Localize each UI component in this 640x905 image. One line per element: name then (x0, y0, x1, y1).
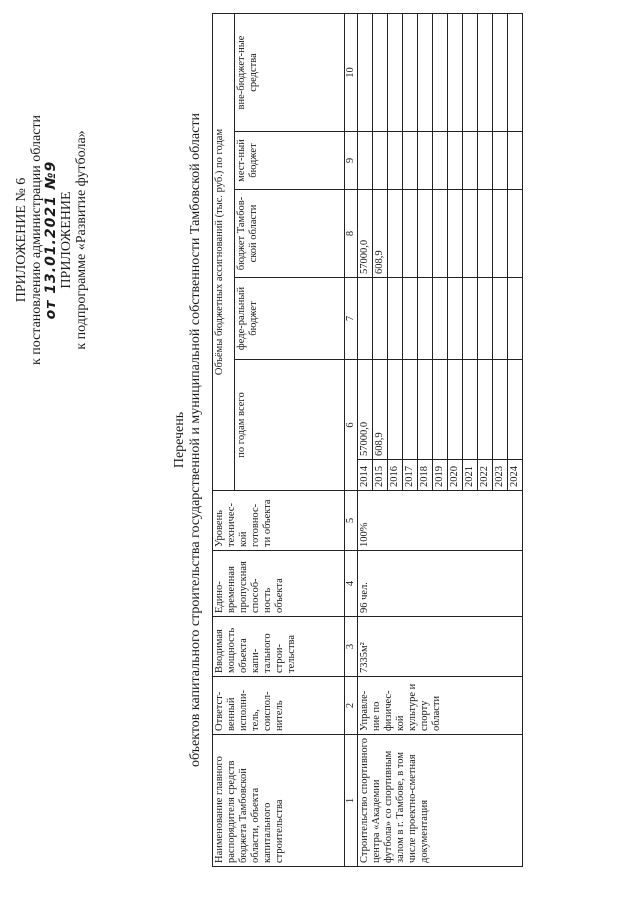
local-cell (433, 132, 448, 190)
extra-cell (433, 14, 448, 132)
year-cell: 2019 (433, 460, 448, 491)
col-number: 5 (345, 491, 358, 551)
federal-cell (403, 278, 418, 360)
year-cell: 2021 (463, 460, 478, 491)
local-cell (388, 132, 403, 190)
total-cell (388, 360, 403, 460)
total-cell (403, 360, 418, 460)
regional-cell (448, 190, 463, 278)
federal-cell (358, 278, 373, 360)
appendix-subprogram: к подпрограмме «Развитие футбола» (74, 130, 89, 350)
extra-cell (508, 14, 523, 132)
federal-cell (388, 278, 403, 360)
header-throughput: Едино-временная пропускная способ-ность объекта (213, 551, 345, 617)
header-total: по годам всего (235, 360, 345, 491)
year-cell: 2017 (403, 460, 418, 491)
local-cell (418, 132, 433, 190)
extra-cell (493, 14, 508, 132)
col-number: 9 (345, 132, 358, 190)
header-regional: бюджет Тамбов-ской области (235, 190, 345, 278)
total-cell (463, 360, 478, 460)
regional-cell (493, 190, 508, 278)
total-cell (478, 360, 493, 460)
local-cell (463, 132, 478, 190)
federal-cell (463, 278, 478, 360)
header-federal: феде-ральный бюджет (235, 278, 345, 360)
regional-cell: 57000,0 (358, 190, 373, 278)
extra-cell (403, 14, 418, 132)
title-line-1: Перечень (172, 411, 187, 469)
col-number: 4 (345, 551, 358, 617)
extra-cell (448, 14, 463, 132)
total-cell (448, 360, 463, 460)
federal-cell (373, 278, 388, 360)
extra-cell (388, 14, 403, 132)
row-executor: Управле-ние по физичес-кой культуре и спорту области (358, 677, 523, 735)
col-number: 3 (345, 617, 358, 677)
col-number: 1 (345, 735, 358, 867)
appendix-label: ПРИЛОЖЕНИЕ (59, 191, 74, 289)
extra-cell (418, 14, 433, 132)
header-funding-group: Объёмы бюджетных ассигнований (тыс. руб.) по годам (213, 14, 235, 491)
col-number: 7 (345, 278, 358, 360)
header-extrabudget: вне-бюджет-ные средства (235, 14, 345, 132)
year-cell: 2014 (358, 460, 373, 491)
header-readiness: Уровень техничес-кой готовнос-ти объекта (213, 491, 345, 551)
year-cell: 2015 (373, 460, 388, 491)
total-cell: 57000,0 (358, 360, 373, 460)
header-executor: Ответст-венный исполни-тель, соиспол-нитель (213, 677, 345, 735)
federal-cell (448, 278, 463, 360)
regional-cell (508, 190, 523, 278)
year-cell: 2024 (508, 460, 523, 491)
local-cell (373, 132, 388, 190)
total-cell: 608,9 (373, 360, 388, 460)
header-name: Наименование главного распорядителя средств бюджета Тамбовской области, объекта капитального строительства (213, 735, 345, 867)
regional-cell (463, 190, 478, 278)
extra-cell (478, 14, 493, 132)
local-cell (478, 132, 493, 190)
federal-cell (478, 278, 493, 360)
local-cell (448, 132, 463, 190)
col-number: 2 (345, 677, 358, 735)
extra-cell (373, 14, 388, 132)
appendix-header (14, 80, 89, 400)
federal-cell (493, 278, 508, 360)
year-cell: 2023 (493, 460, 508, 491)
extra-cell (358, 14, 373, 132)
local-cell (508, 132, 523, 190)
title-line-2: объектов капитального строительства государственной и муниципальной собственности Тамбовской области (188, 113, 203, 767)
appendix-decree-ref: к постановлению администрации области (29, 114, 44, 366)
federal-cell (418, 278, 433, 360)
local-cell (493, 132, 508, 190)
regional-cell (433, 190, 448, 278)
row-object-name: Строительство спортивного центра «Академии футбола» со спортивным залом в г. Тамбове, в том числе проектно-сметная документация (358, 735, 523, 867)
regional-cell (403, 190, 418, 278)
regional-cell: 608,9 (373, 190, 388, 278)
year-cell: 2018 (418, 460, 433, 491)
appendix-number: ПРИЛОЖЕНИЕ № 6 (14, 177, 29, 303)
total-cell (508, 360, 523, 460)
regional-cell (478, 190, 493, 278)
local-cell (358, 132, 373, 190)
header-capacity: Вводимая мощность объекта капи-тального строи-тельства (213, 617, 345, 677)
col-number: 6 (345, 360, 358, 491)
col-number: 8 (345, 190, 358, 278)
year-cell: 2022 (478, 460, 493, 491)
federal-cell (433, 278, 448, 360)
year-cell: 2020 (448, 460, 463, 491)
year-cell: 2016 (388, 460, 403, 491)
local-cell (403, 132, 418, 190)
document-title (172, 0, 204, 880)
regional-cell (388, 190, 403, 278)
extra-cell (463, 14, 478, 132)
federal-cell (508, 278, 523, 360)
objects-table (212, 13, 523, 867)
total-cell (493, 360, 508, 460)
row-readiness: 100% (358, 491, 523, 551)
row-capacity: 7335м² (358, 617, 523, 677)
appendix-handwritten-date: от 13.01.2021 №9 (43, 160, 59, 320)
row-throughput: 96 чел. (358, 551, 523, 617)
total-cell (433, 360, 448, 460)
header-local: мест-ный бюджет (235, 132, 345, 190)
col-number: 10 (345, 14, 358, 132)
regional-cell (418, 190, 433, 278)
total-cell (418, 360, 433, 460)
